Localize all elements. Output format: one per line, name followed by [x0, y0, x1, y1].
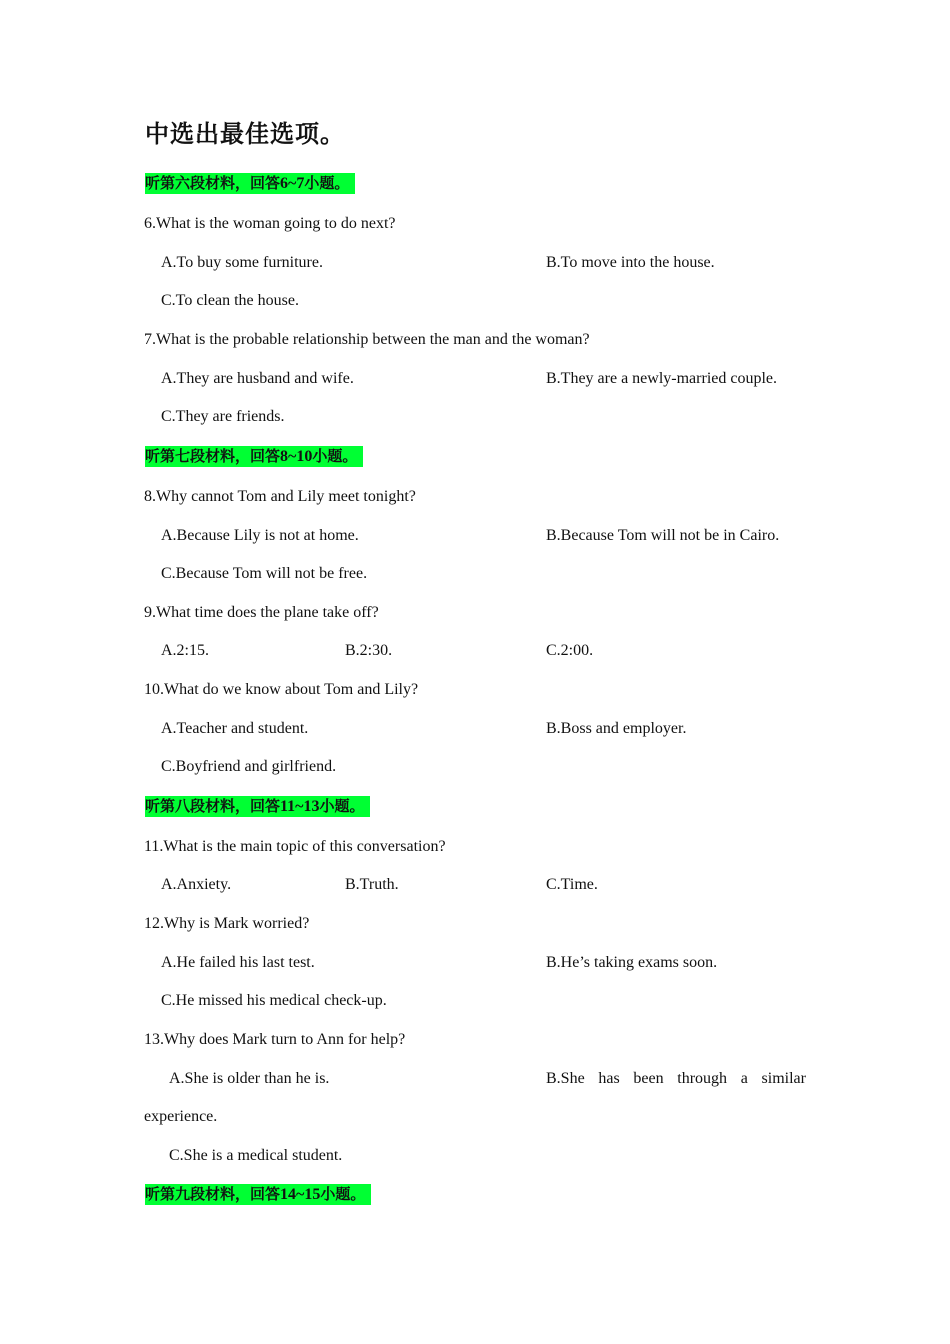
question-12: 12.Why is Mark worried? — [144, 915, 310, 932]
section-range: 14~15 — [280, 1186, 321, 1203]
section-header-6 — [145, 173, 355, 194]
question-8: 8.Why cannot Tom and Lily meet tonight? — [144, 488, 416, 505]
question-10: 10.What do we know about Tom and Lily? — [144, 681, 419, 698]
q9-option-a: A.2:15. — [161, 642, 209, 659]
q10-option-a: A.Teacher and student. — [161, 720, 309, 737]
q13-option-a: A.She is older than he is. — [169, 1070, 330, 1087]
q6-option-c: C.To clean the house. — [161, 292, 299, 309]
question-13: 13.Why does Mark turn to Ann for help? — [144, 1031, 406, 1048]
section-suffix: 小题。 — [304, 174, 350, 192]
q13-option-b-word: has — [598, 1070, 620, 1087]
section-range: 8~10 — [280, 448, 313, 465]
section-header-8 — [145, 796, 370, 817]
section-range: 11~13 — [280, 798, 320, 815]
q10-option-b: B.Boss and employer. — [546, 720, 687, 737]
question-6: 6.What is the woman going to do next? — [144, 215, 396, 232]
q8-option-a: A.Because Lily is not at home. — [161, 527, 359, 544]
q7-option-c: C.They are friends. — [161, 408, 285, 425]
page-heading: 中选出最佳选项。 — [145, 120, 345, 148]
q6-option-b: B.To move into the house. — [546, 254, 715, 271]
q6-option-a: A.To buy some furniture. — [161, 254, 323, 271]
question-11: 11.What is the main topic of this conversation? — [144, 838, 446, 855]
section-prefix: 听第九段材料，回答 — [145, 1185, 281, 1203]
q7-option-b: B.They are a newly-married couple. — [546, 370, 778, 387]
q8-option-c: C.Because Tom will not be free. — [161, 565, 368, 582]
section-prefix: 听第八段材料，回答 — [145, 797, 281, 815]
section-prefix: 听第七段材料，回答 — [145, 447, 281, 465]
q13-option-b-word: through — [677, 1070, 728, 1087]
q12-option-b: B.He’s taking exams soon. — [546, 954, 718, 971]
question-7: 7.What is the probable relationship between the man and the woman? — [144, 331, 590, 348]
q8-option-b: B.Because Tom will not be in Cairo. — [546, 527, 780, 544]
q11-option-a: A.Anxiety. — [161, 876, 232, 893]
q7-option-a: A.They are husband and wife. — [161, 370, 354, 387]
q13-option-b — [546, 1068, 806, 1090]
q10-option-c: C.Boyfriend and girlfriend. — [161, 758, 337, 775]
q13-option-c: C.She is a medical student. — [169, 1147, 343, 1164]
q12-option-c: C.He missed his medical check-up. — [161, 992, 387, 1009]
section-prefix: 听第六段材料，回答 — [145, 174, 281, 192]
q12-option-a: A.He failed his last test. — [161, 954, 315, 971]
section-suffix: 小题。 — [319, 797, 365, 815]
question-9: 9.What time does the plane take off? — [144, 604, 379, 621]
q13-option-b-word: a — [740, 1070, 748, 1087]
section-suffix: 小题。 — [312, 447, 358, 465]
q13-option-b-word: B.She — [546, 1070, 585, 1087]
section-header-7 — [145, 446, 363, 467]
q9-option-c: C.2:00. — [546, 642, 594, 659]
section-range: 6~7 — [280, 175, 305, 192]
q11-option-c: C.Time. — [546, 876, 598, 893]
section-header-9 — [145, 1184, 371, 1205]
q13-option-b-continuation: experience. — [144, 1108, 218, 1125]
q9-option-b: B.2:30. — [345, 642, 393, 659]
q13-option-b-word: been — [633, 1070, 664, 1087]
section-suffix: 小题。 — [320, 1185, 366, 1203]
q13-option-b-word: similar — [761, 1070, 806, 1087]
q11-option-b: B.Truth. — [345, 876, 399, 893]
